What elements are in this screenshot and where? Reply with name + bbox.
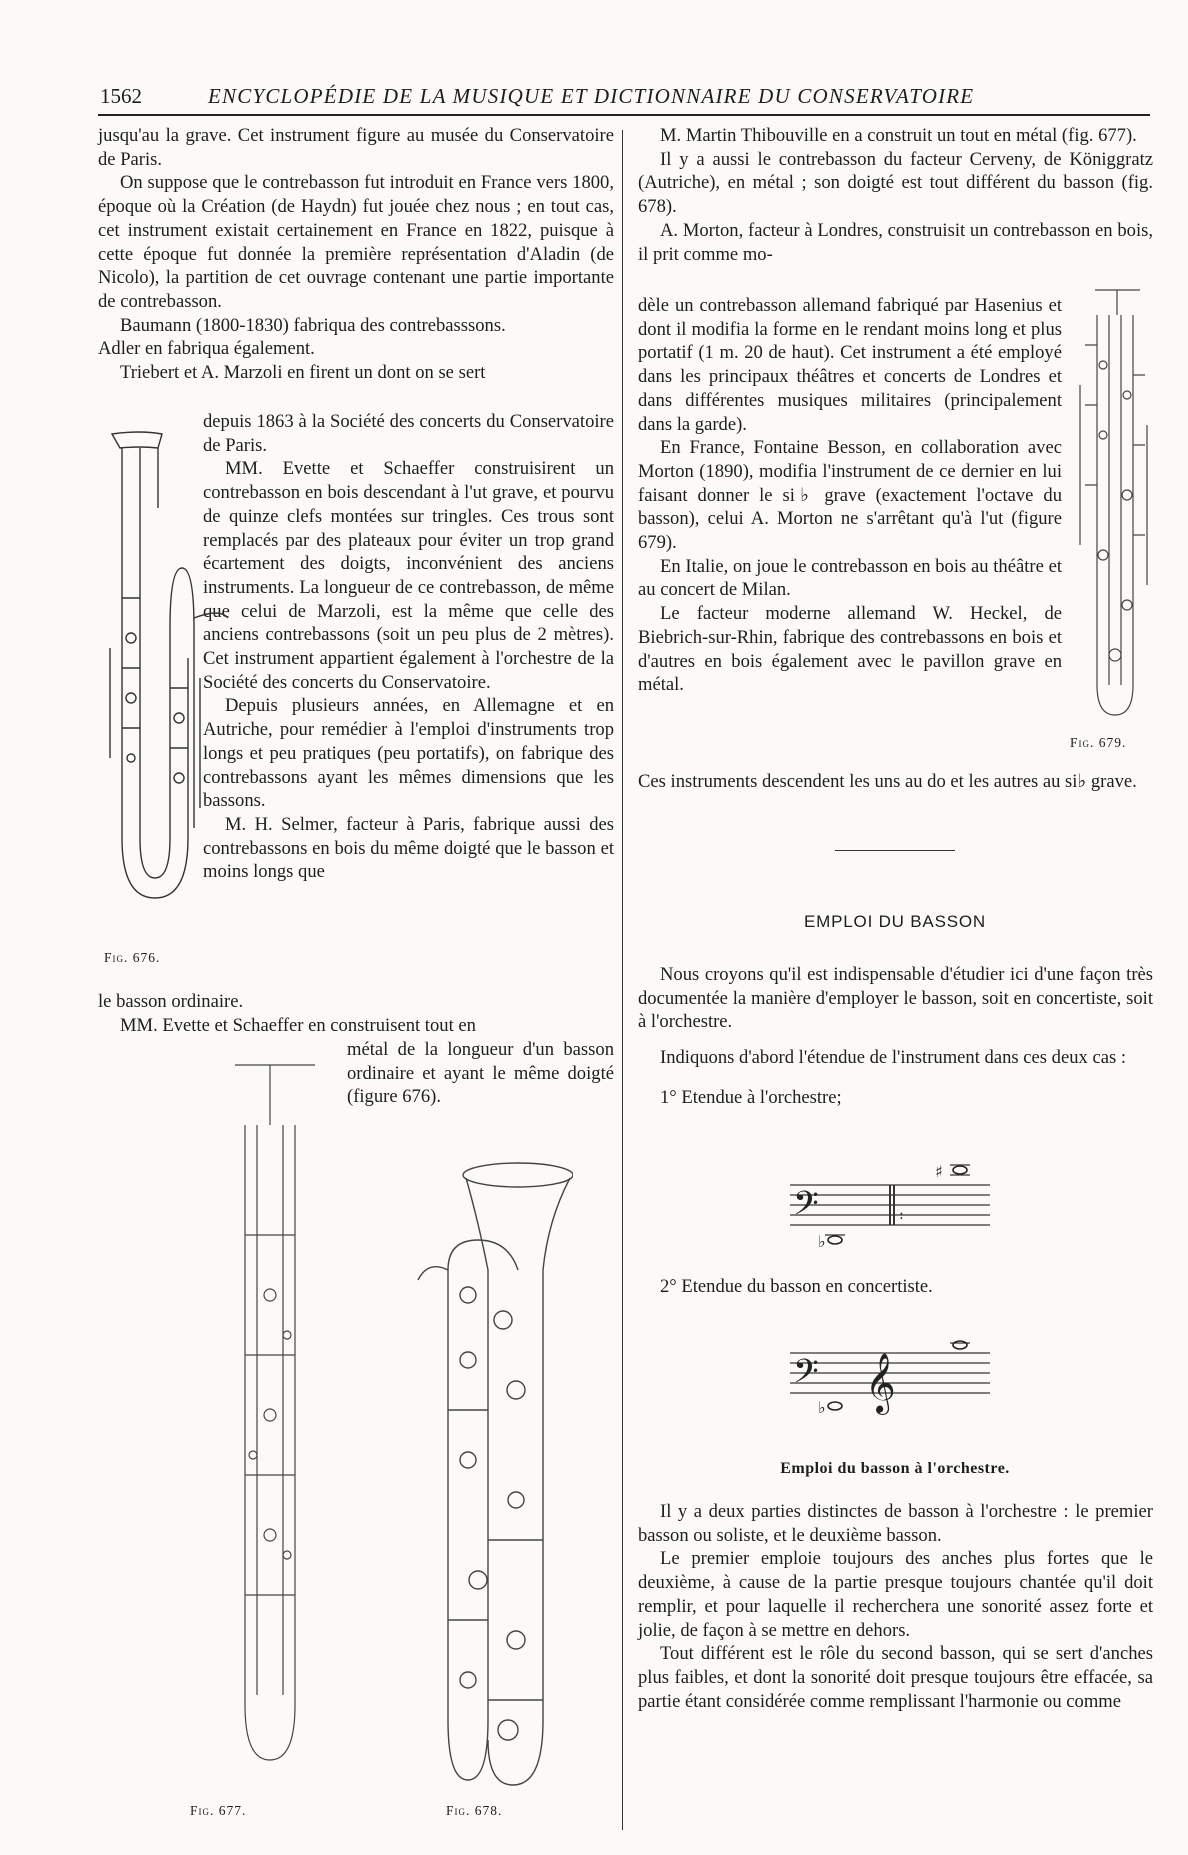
paragraph: Nous croyons qu'il est indispensable d'étudier ici d'une façon très documentée la manière d'employer le basson, soit en concertiste, soit à l'orchestre. <box>638 964 1153 1033</box>
figure-caption: Fig. 678. <box>446 1803 503 1818</box>
left-column-top <box>98 124 614 385</box>
paragraph: Indiquons d'abord l'étendue de l'instrument dans ces deux cas : <box>660 1047 1126 1069</box>
list-item: 1° Etendue à l'orchestre; <box>660 1086 842 1108</box>
right-column-bottom <box>638 1500 1153 1713</box>
contrabassoon-illustration-679 <box>1075 285 1150 725</box>
paragraph: On suppose que le contrebasson fut introduit en France vers 1800, époque où la Création (de Haydn) fut jouée chez nous ; en tout cas, cet instrument existait certainement en France en 1822, puisque à cette époque fut donnée la première représentation d'Aladin (de Nicolo), la partition de cet ouvrage contenant une partie importante de contrebasson. <box>98 172 614 312</box>
paragraph: Triebert et A. Marzoli en firent un dont on se sert <box>120 362 486 384</box>
contrabassoon-illustration-676 <box>100 428 230 933</box>
paragraph: En France, Fontaine Besson, en collaboration avec Morton (1890), modifia l'instrument de ce dernier en lui faisant donner le si♭ grave (exactement l'octave du basson), celui A. Morton ne s'arrêtant qu'à l'ut (figure 679). <box>638 437 1062 554</box>
column-divider <box>622 130 623 1830</box>
paragraph: Tout différent est le rôle du second basson, qui se sert d'anches plus faibles, et dont la sonorité doit presque toujours être effacée, sa partie étant considérée comme remplissant l'harmonie ou comme <box>638 1643 1153 1712</box>
paragraph: dèle un contrebasson allemand fabriqué par Hasenius et dont il modifia la forme en le rendant moins long et plus portatif (1 m. 20 de haut). Cet instrument a été employé dans les principaux théâtres et concerts de Londres et dans différentes musiques militaires (principalement dans la garde). <box>638 295 1062 435</box>
header-rule <box>98 114 1150 116</box>
svg-text:𝄢: 𝄢 <box>793 1353 819 1399</box>
paragraph: métal de la longueur d'un basson ordinaire et ayant le même doigté (figure 676). <box>347 1039 614 1108</box>
music-staff-concert-range <box>785 1318 1005 1418</box>
svg-text:♯: ♯ <box>935 1162 943 1181</box>
page-number: 1562 <box>100 84 142 108</box>
page-header <box>98 84 1150 114</box>
left-column-mid <box>98 990 614 1037</box>
section-divider <box>835 850 955 851</box>
subsection-title: Emploi du basson à l'orchestre. <box>780 1460 1010 1477</box>
paragraph: Il y a aussi le contrebasson du facteur Cerveny, de Königgratz (Autriche), en métal ; son doigté est tout différent du basson (fig. 678). <box>638 148 1153 218</box>
figure-caption: Fig. 676. <box>104 950 161 965</box>
paragraph: M. H. Selmer, facteur à Paris, fabrique aussi des contrebassons en bois du même doigté que le basson et moins longs que <box>203 813 614 883</box>
paragraph: depuis 1863 à la Société des concerts du Conservatoire de Paris. <box>203 411 614 456</box>
running-title: ENCYCLOPÉDIE DE LA MUSIQUE ET DICTIONNAIRE DU CONSERVATOIRE <box>208 84 975 108</box>
right-column-mid <box>638 770 1153 794</box>
right-column-intro <box>638 963 1153 1110</box>
svg-text:𝄞: 𝄞 <box>865 1353 896 1413</box>
paragraph: Depuis plusieurs années, en Allemagne et en Autriche, pour remédier à l'emploi d'instruments trop longs et peu pratiques (peu portatifs), on fabrique des contrebassons ayant les mêmes dimensions que les bassons. <box>203 695 614 812</box>
paragraph: le basson ordinaire. <box>98 991 244 1012</box>
paragraph: Le facteur moderne allemand W. Heckel, de Biebrich-sur-Rhin, fabrique des contrebassons en bois et d'autres en bois également avec le pavillon grave en métal. <box>638 603 1062 696</box>
left-column-wrap-677 <box>347 1038 614 1109</box>
metal-contrabassoon-illustration-678 <box>408 1160 573 1800</box>
list-item: 2° Etendue du basson en concertiste. <box>660 1276 933 1297</box>
paragraph: Il y a deux parties distinctes de basson à l'orchestre : le premier basson ou soliste, et le deuxième basson. <box>638 1501 1153 1546</box>
paragraph: Baumann (1800-1830) fabriqua des contrebasssons. <box>120 314 506 336</box>
paragraph: Ces instruments descendent les uns au do et les autres au si♭ grave. <box>638 771 1137 792</box>
music-staff-orchestra-range <box>785 1155 1005 1250</box>
figure-caption: Fig. 677. <box>190 1803 247 1818</box>
svg-text::: : <box>899 1207 904 1223</box>
paragraph: MM. Evette et Schaeffer construisirent un contrebasson en bois descendant à l'ut grave, et pourvu de quinze clefs montées sur tringles. Ces trous sont remplacés par des plateaux pour éviter un trop grand écartement des doigts, inconvénient des anciens instruments. La longueur de ce contrebasson, de même que celui de Marzoli, est la même que celle des anciens contrebassons (soit un peu plus de 2 mètres). Cet instrument appartient également à l'orchestre de la Société des concerts du Conservatoire. <box>203 458 614 693</box>
paragraph: Adler en fabriqua également. <box>98 338 315 360</box>
svg-text:♭: ♭ <box>818 1232 826 1250</box>
svg-text:♭: ♭ <box>818 1398 826 1417</box>
paragraph: M. Martin Thibouville en a construit un tout en métal (fig. 677). <box>660 125 1137 146</box>
paragraph: MM. Evette et Schaeffer en construisent tout en <box>120 1014 476 1036</box>
left-column-wrap-676 <box>203 410 614 884</box>
paragraph: En Italie, on joue le contrebasson en bois au théâtre et au concert de Milan. <box>638 555 1062 601</box>
right-column-wrap-679 <box>638 294 1062 697</box>
svg-text:𝄢: 𝄢 <box>793 1185 819 1231</box>
right-column-top <box>638 124 1153 266</box>
right-column-item2 <box>638 1275 1153 1299</box>
section-title: EMPLOI DU BASSON <box>804 912 986 931</box>
paragraph: jusqu'au la grave. Cet instrument figure au musée du Conservatoire de Paris. <box>98 125 614 170</box>
paragraph: A. Morton, facteur à Londres, construisit un contrebasson en bois, il prit comme mo- <box>638 219 1153 265</box>
figure-caption: Fig. 679. <box>1070 735 1127 750</box>
metal-contrabassoon-illustration-677 <box>225 1055 325 1795</box>
paragraph: Le premier emploie toujours des anches plus fortes que le deuxième, à cause de la partie presque toujours chantée qu'il doit remplir, et pour laquelle il recherchera une sonorité assez forte et jolie, de façon à se mettre en dehors. <box>638 1548 1153 1641</box>
